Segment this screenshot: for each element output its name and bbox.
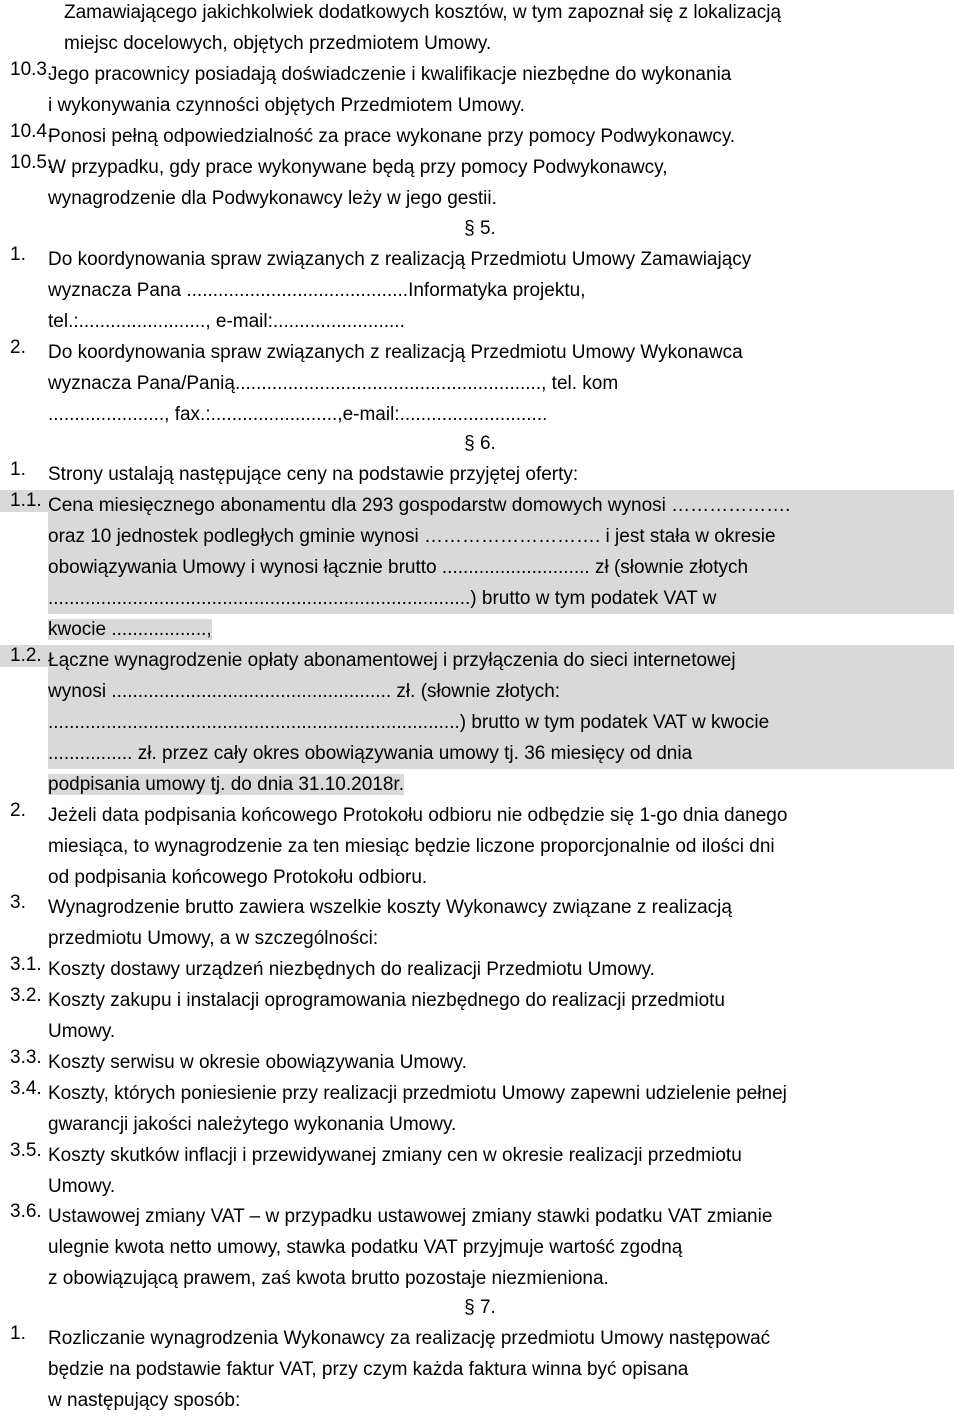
clause-6-3-5 — [0, 1140, 960, 1202]
text-line: wyznacza Pana/Panią.........................................................., tel. kom — [48, 373, 619, 394]
clause-6-3-4 — [0, 1078, 960, 1140]
text-line: miejsc docelowych, objętych przedmiotem Umowy. — [64, 33, 492, 54]
clause-number: 3.4. — [10, 1078, 42, 1099]
text-line: wynosi ..................................................... zł. (słownie złotych: — [48, 676, 954, 707]
text-line: ulegnie kwota netto umowy, stawka podatku VAT przyjmuje wartość zgodną — [48, 1237, 683, 1258]
text-line: Do koordynowania spraw związanych z realizacją Przedmiotu Umowy Zamawiający — [48, 249, 752, 270]
text-line: Rozliczanie wynagrodzenia Wykonawcy za realizację przedmiotu Umowy następować — [48, 1328, 771, 1349]
paragraph-number: 10.3. — [10, 59, 53, 80]
highlighted-text: kwocie .................., — [48, 619, 212, 640]
section-heading-7: § 7. — [464, 1297, 496, 1318]
clause-6-3-3 — [0, 1047, 960, 1078]
clause-number: 3.5. — [10, 1140, 42, 1161]
text-line: Cena miesięcznego abonamentu dla 293 gospodarstw domowych wynosi ………………. — [48, 490, 954, 521]
clause-6-3-2 — [0, 985, 960, 1047]
paragraph-10-4 — [0, 121, 960, 152]
text-line: w następujący sposób: — [48, 1390, 241, 1411]
text-line: Jeżeli data podpisania końcowego Protokołu odbioru nie odbędzie się 1-go dnia danego — [48, 805, 788, 826]
text-line: ................................................................................) brutto w tym podatek VAT w — [48, 583, 954, 614]
paragraph-10-3 — [0, 59, 960, 121]
text-line: W przypadku, gdy prace wykonywane będą przy pomocy Podwykonawcy, — [48, 157, 668, 178]
clause-6-2 — [0, 800, 960, 893]
clause-6-3 — [0, 892, 960, 954]
clause-5-1 — [0, 244, 960, 337]
clause-number: 3.6. — [10, 1201, 42, 1222]
text-line: ................ zł. przez cały okres obowiązywania umowy tj. 36 miesięcy od dnia — [48, 738, 954, 769]
clause-number: 3.1. — [10, 954, 42, 975]
text-line: ..............................................................................) brutto w tym podatek VAT w kwocie — [48, 707, 954, 738]
text-line: tel.:........................, e-mail:......................... — [48, 311, 405, 332]
text-line: wynagrodzenie dla Podwykonawcy leży w jego gestii. — [48, 188, 497, 209]
section-heading-6: § 6. — [464, 433, 496, 454]
text-line: Strony ustalają następujące ceny na podstawie przyjętej oferty: — [48, 464, 579, 485]
text-line: Umowy. — [48, 1021, 116, 1042]
clause-number: 2. — [10, 337, 26, 358]
text-line: miesiąca, to wynagrodzenie za ten miesiąc będzie liczone proporcjonalnie od ilości dni — [48, 836, 775, 857]
clause-number: 3.3. — [10, 1047, 42, 1068]
text-line: Koszty zakupu i instalacji oprogramowania niezbędnego do realizacji przedmiotu — [48, 990, 725, 1011]
clause-number: 2. — [10, 800, 26, 821]
paragraph-10-5 — [0, 152, 960, 214]
highlighted-text: podpisania umowy tj. do dnia 31.10.2018r. — [48, 774, 404, 795]
text-line: ......................, fax.:........................,e-mail:............................ — [48, 404, 548, 425]
text-line: obowiązywania Umowy i wynosi łącznie brutto ............................ zł (słownie złotych — [48, 552, 954, 583]
text-line: z obowiązującą prawem, zaś kwota brutto pozostaje niezmieniona. — [48, 1268, 609, 1289]
clause-6-3-6 — [0, 1201, 960, 1294]
text-line: Zamawiającego jakichkolwiek dodatkowych kosztów, w tym zapoznał się z lokalizacją — [64, 2, 782, 23]
text-line — [48, 769, 954, 800]
text-line: Ponosi pełną odpowiedzialność za prace wykonane przy pomocy Podwykonawcy. — [48, 126, 736, 147]
clause-number: 3. — [10, 892, 26, 913]
clause-number: 1. — [10, 459, 26, 480]
clause-number: 1. — [10, 244, 26, 265]
text-line: Ustawowej zmiany VAT – w przypadku ustawowej zmiany stawki podatku VAT zmianie — [48, 1206, 773, 1227]
clause-number: 3.2. — [10, 985, 42, 1006]
text-line: Koszty, których poniesienie przy realizacji przedmiotu Umowy zapewni udzielenie pełnej — [48, 1083, 787, 1104]
text-line: Koszty serwisu w okresie obowiązywania Umowy. — [48, 1052, 467, 1073]
paragraph-number: 10.4. — [10, 121, 53, 142]
clause-6-1 — [0, 459, 960, 490]
text-line: gwarancji jakości należytego wykonania Umowy. — [48, 1114, 457, 1135]
text-line: oraz 10 jednostek podległych gminie wynosi ………………………. i jest stała w okresie — [48, 521, 954, 552]
text-line: Koszty skutków inflacji i przewidywanej zmiany cen w okresie realizacji przedmiotu — [48, 1145, 742, 1166]
clause-number: 1. — [10, 1323, 26, 1344]
text-line: Do koordynowania spraw związanych z realizacją Przedmiotu Umowy Wykonawca — [48, 342, 743, 363]
text-line: będzie na podstawie faktur VAT, przy czym każda faktura winna być opisana — [48, 1359, 689, 1380]
text-line: Koszty dostawy urządzeń niezbędnych do realizacji Przedmiotu Umowy. — [48, 959, 655, 980]
text-line: przedmiotu Umowy, a w szczególności: — [48, 928, 379, 949]
text-line: Łączne wynagrodzenie opłaty abonamentowej i przyłączenia do sieci internetowej — [48, 645, 954, 676]
text-line: od podpisania końcowego Protokołu odbioru. — [48, 867, 428, 888]
section-heading-5: § 5. — [464, 218, 496, 239]
clause-6-1-1 — [0, 490, 960, 645]
text-line: wyznacza Pana ..........................................Informatyka projektu, — [48, 280, 586, 301]
text-line — [48, 614, 954, 645]
text-line: Wynagrodzenie brutto zawiera wszelkie koszty Wykonawcy związane z realizacją — [48, 897, 732, 918]
paragraph-number: 10.5. — [10, 152, 53, 173]
text-line: Jego pracownicy posiadają doświadczenie i kwalifikacje niezbędne do wykonania — [48, 64, 732, 85]
clause-number: 1.2. — [0, 645, 48, 667]
clause-6-1-2 — [0, 645, 960, 800]
clause-6-3-1 — [0, 954, 960, 985]
text-line: Umowy. — [48, 1176, 116, 1197]
clause-number: 1.1. — [0, 490, 48, 512]
clause-7-1 — [0, 1323, 960, 1416]
clause-5-2 — [0, 337, 960, 430]
text-line: i wykonywania czynności objętych Przedmiotem Umowy. — [48, 95, 525, 116]
